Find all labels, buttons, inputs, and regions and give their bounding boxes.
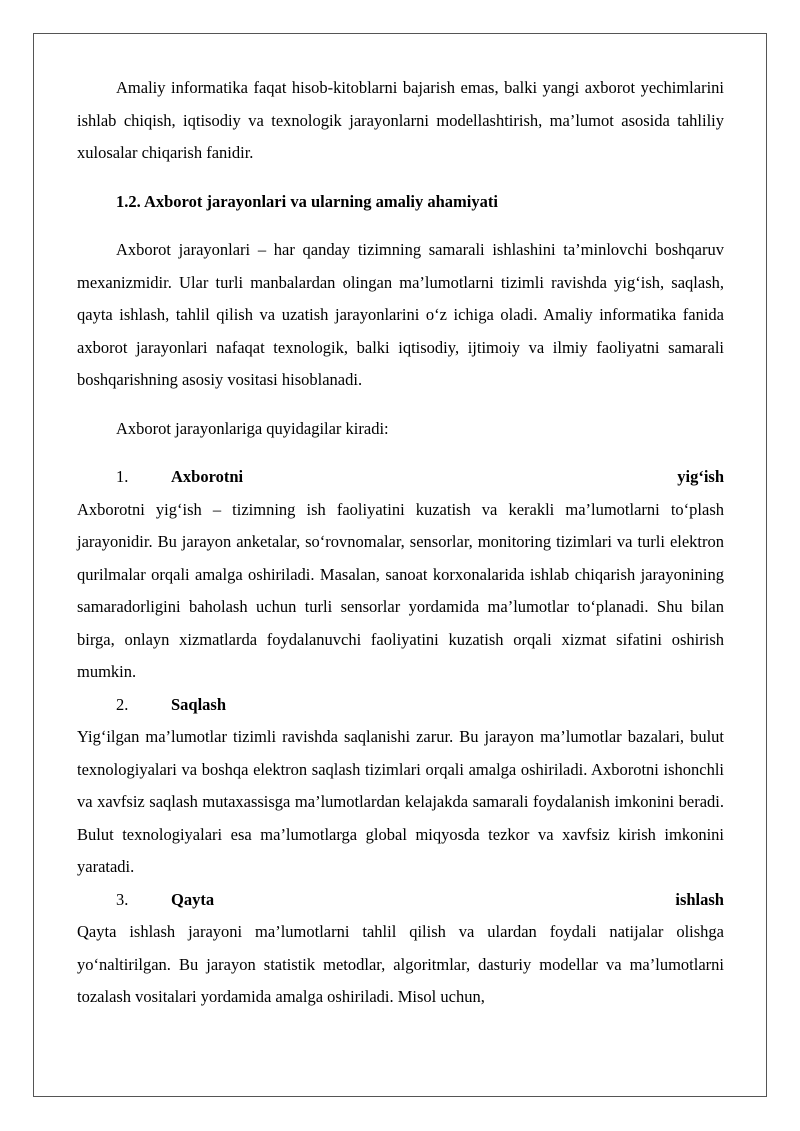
list-item-heading <box>77 461 724 494</box>
list-item-1 <box>77 461 724 689</box>
list-item-body: Qayta ishlash jarayoni ma’lumotlarni tahlil qilish va ulardan foydali natijalar olishga yo‘naltirilgan. Bu jarayon statistik metodlar, algoritmlar, dasturiy modellar va ma’lumotlarni tozalash vositalari yordamida amalga oshiriladi. Misol uchun, <box>77 922 724 1006</box>
list-item-heading <box>77 689 724 722</box>
section-body-paragraph: Axborot jarayonlari – har qanday tizimning samarali ishlashini ta’minlovchi boshqaruv mexanizmidir. Ular turli manbalardan olingan ma’lumotlarni tizimli ravishda yig‘ish, saqlash, qayta ishlash, tahlil qilish va uzatish jarayonlarini o‘z ichiga oladi. Amaliy informatika fanida axborot jarayonlari nafaqat texnologik, balki iqtisodiy, ijtimoiy va ilmiy faoliyatni samarali boshqarishning asosiy vositasi hisoblanadi. <box>77 240 724 389</box>
list-item-heading <box>77 884 724 917</box>
intro-paragraph: Amaliy informatika faqat hisob-kitoblarni bajarish emas, balki yangi axborot yechimlarini ishlab chiqish, iqtisodiy va texnologik jarayonlarni modellashtirish, ma’lumot asosida tahliliy xulosalar chiqarish fanidir. <box>77 78 724 162</box>
list-item-body: Yig‘ilgan ma’lumotlar tizimli ravishda saqlanishi zarur. Bu jarayon ma’lumotlar bazalari, bulut texnologiyalari va boshqa elektron saqlash tizimlari orqali amalga oshiriladi. Axborotni ishonchli va xavfsiz saqlash mutaxassisga ma’lumotlardan kelajakda samarali foydalanish imkonini beradi. Bulut texnologiyalari esa ma’lumotlarga global miqyosda tezkor va xavfsiz kirish imkonini yaratadi. <box>77 727 724 876</box>
list-item-number: 3. <box>116 889 129 909</box>
list-item-title-end: yig‘ish <box>677 467 724 486</box>
list-item-2 <box>77 689 724 884</box>
list-item-title: Saqlash <box>171 694 227 714</box>
list-item-number: 1. <box>116 467 129 486</box>
document-body <box>77 72 724 1014</box>
list-intro-paragraph: Axborot jarayonlariga quyidagilar kiradi: <box>116 418 389 438</box>
section-heading: 1.2. Axborot jarayonlari va ularning amaliy ahamiyati <box>116 191 498 211</box>
list-item-number: 2. <box>116 694 129 714</box>
list-item-title: Qayta <box>171 889 215 909</box>
list-item-title: Axborotni <box>171 467 244 486</box>
list-item-3 <box>77 884 724 1014</box>
list-item-title-end: ishlash <box>675 889 724 909</box>
list-item-body: Axborotni yig‘ish – tizimning ish faoliyatini kuzatish va kerakli ma’lumotlarni to‘plash jarayonidir. Bu jarayon anketalar, so‘rovnomalar, sensorlar, monitoring tizimlari va turli elektron qurilmalar orqali amalga oshiriladi. Masalan, sanoat korxonalarida ishlab chiqarish jarayonining samaradorligini baholash uchun turli sensorlar yordamida ma’lumotlar to‘planadi. Shu bilan birga, onlayn xizmatlarda foydalanuvchi faoliyatini kuzatish orqali xizmat sifatini oshirish mumkin. <box>77 499 724 681</box>
